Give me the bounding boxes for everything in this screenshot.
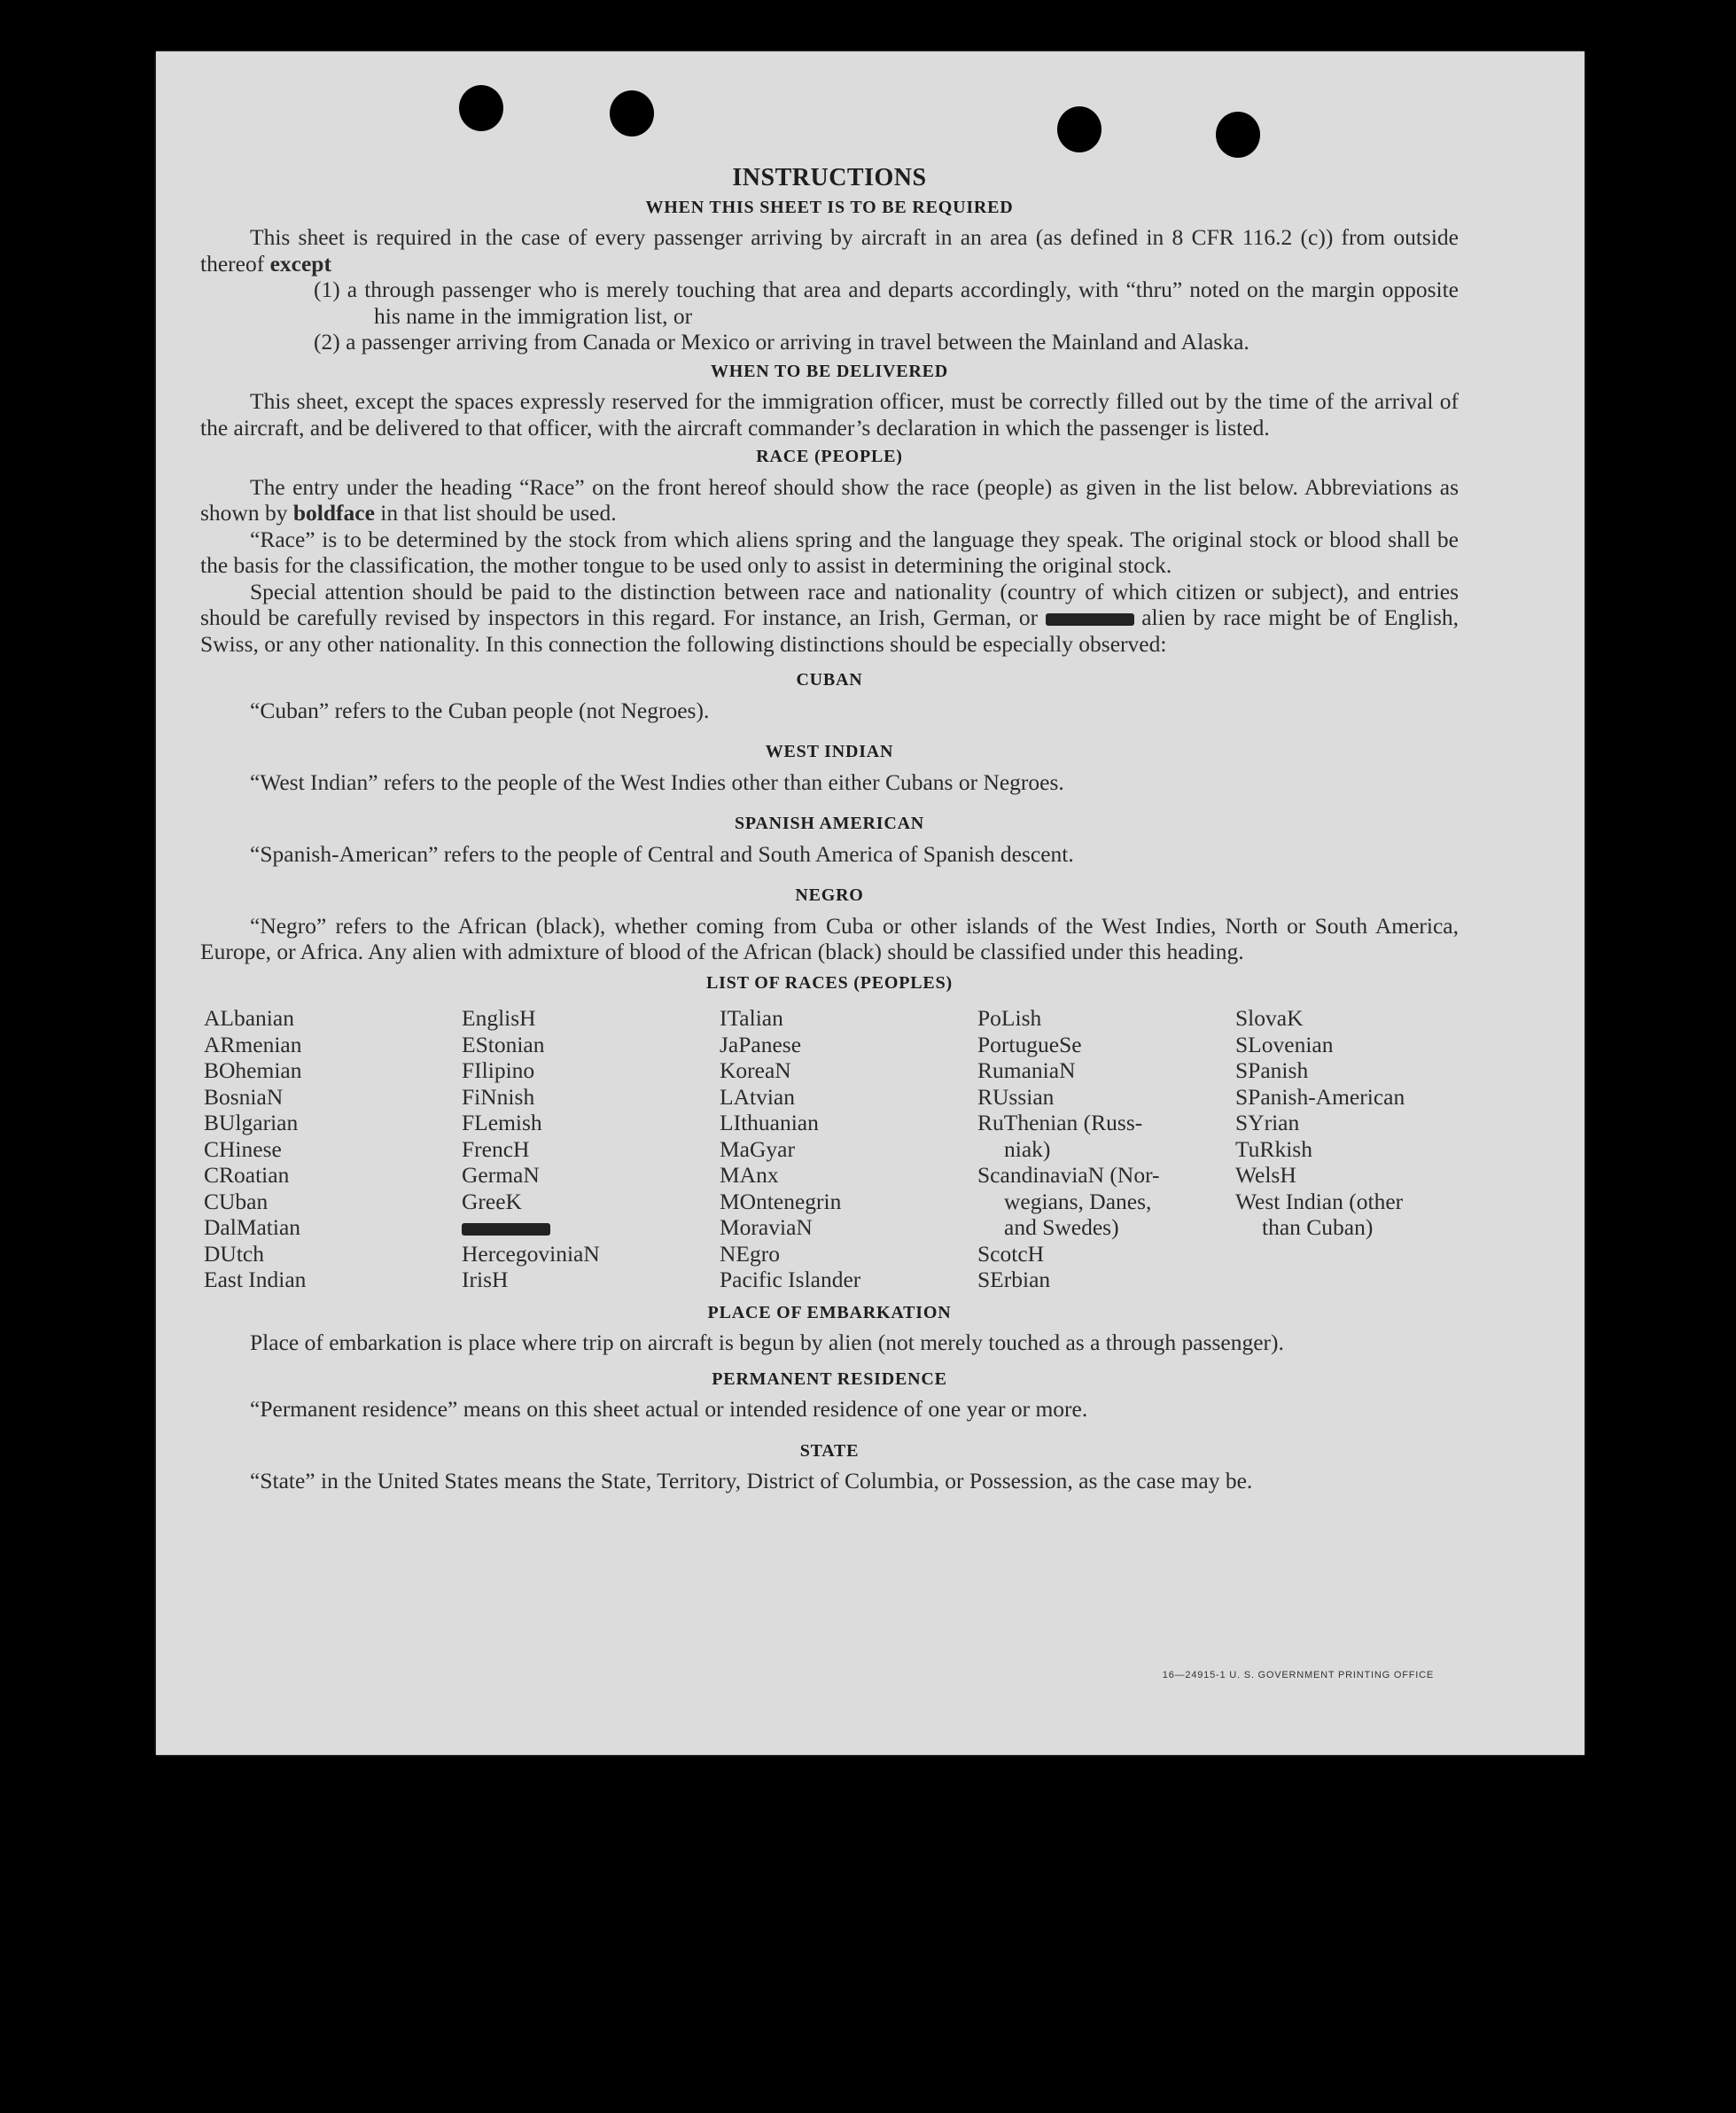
race-item: CHinese bbox=[204, 1135, 282, 1162]
state-text: “State” in the United States means the State, Territory, District of Columbia, or Possession, as the case may be. bbox=[250, 1468, 1253, 1493]
race-item: BUlgarian bbox=[204, 1110, 299, 1135]
race-item: FLemish bbox=[462, 1110, 542, 1135]
section-heading-required: WHEN THIS SHEET IS TO BE REQUIRED bbox=[645, 197, 1014, 217]
race-item: CUban bbox=[204, 1188, 269, 1214]
race-item: SErbian bbox=[977, 1267, 1051, 1292]
race-item: EnglisH bbox=[462, 1005, 536, 1031]
race-item: GermaN bbox=[462, 1162, 540, 1188]
section-heading-state: STATE bbox=[799, 1440, 860, 1461]
negro-text: “Negro” refers to the African (black), whether coming from Cuba or other islands of the West Indies, North or South America, Europe, or Africa. Any alien with admixture of blood of the African (black) should be classified under this heading. bbox=[200, 912, 1459, 964]
race-item: ITalian bbox=[720, 1005, 783, 1031]
race-item: LIthuanian bbox=[720, 1110, 819, 1135]
section-heading-west-indian: WEST INDIAN bbox=[765, 742, 894, 761]
punch-hole bbox=[1057, 106, 1102, 152]
race-item: MaGyar bbox=[720, 1135, 795, 1162]
race-column-1 bbox=[204, 1005, 462, 1293]
embarkation-text: Place of embarkation is place where trip on aircraft is begun by alien (not merely touched as a through passenger). bbox=[250, 1329, 1284, 1355]
race-item-continuation: niak) bbox=[1004, 1135, 1051, 1162]
race-item: JaPanese bbox=[720, 1031, 802, 1057]
race-item: WelsH bbox=[1235, 1162, 1296, 1188]
west-indian-text: “West Indian” refers to the people of the West Indies other than either Cubans or Negroes. bbox=[250, 768, 1064, 795]
section-heading-residence: PERMANENT RESIDENCE bbox=[712, 1368, 947, 1389]
race-item: East Indian bbox=[204, 1267, 307, 1292]
required-intro: This sheet is required in the case of every passenger arriving by aircraft in an area (as defined in 8 CFR 116.2 (c)) from outside thereof except bbox=[200, 224, 1459, 277]
race-item: BOhemian bbox=[204, 1057, 302, 1083]
race-item: SYrian bbox=[1235, 1110, 1300, 1135]
section-heading-negro: NEGRO bbox=[795, 885, 864, 905]
race-item: NEgro bbox=[720, 1240, 780, 1267]
race-item: IrisH bbox=[462, 1267, 509, 1292]
required-item-1: (1) a through passenger who is merely touching that area and departs accordingly, with “thru” noted on the margin opposite his name in the immigration list, or bbox=[314, 277, 1459, 329]
race-paragraph-1: The entry under the heading “Race” on the front hereof should show the race (people) as given in the list below. Abbreviations as shown by boldface in that list should be used. bbox=[200, 473, 1459, 526]
section-heading-race: RACE (PEOPLE) bbox=[756, 447, 903, 466]
race-item: SlovaK bbox=[1235, 1005, 1304, 1031]
race-item: DalMatian bbox=[204, 1214, 301, 1240]
instructions-body bbox=[200, 165, 1459, 1494]
race-item: MoraviaN bbox=[720, 1214, 813, 1240]
residence-text: “Permanent residence” means on this sheet actual or intended residence of one year or more. bbox=[250, 1396, 1088, 1422]
redaction-mark bbox=[1046, 613, 1134, 626]
race-item: SPanish-American bbox=[1235, 1083, 1405, 1110]
race-column-5 bbox=[1235, 1005, 1501, 1293]
race-item: FIlipino bbox=[462, 1057, 535, 1083]
page-title: INSTRUCTIONS bbox=[732, 164, 927, 191]
section-heading-delivered: WHEN TO BE DELIVERED bbox=[710, 361, 949, 381]
race-item-continuation: and Swedes) bbox=[1004, 1214, 1119, 1240]
race-paragraph-3: Special attention should be paid to the distinction between race and nationality (country of which citizen or subject), and entries should be carefully revised by inspectors in this regard. For instance, an Irish, German, or alien by race might be of English, Swiss, or any other nationality. In this connection the following distinctions should be especially observed: bbox=[200, 578, 1460, 657]
race-column-4 bbox=[977, 1005, 1235, 1293]
race-item: RuThenian (Russ- bbox=[977, 1110, 1143, 1135]
race-column-2 bbox=[462, 1005, 720, 1293]
race-item: Pacific Islander bbox=[720, 1267, 861, 1292]
required-item-2: (2) a passenger arriving from Canada or Mexico or arriving in travel between the Mainland and Alaska. bbox=[314, 329, 1249, 355]
race-item: TuRkish bbox=[1235, 1135, 1312, 1162]
race-item: RUssian bbox=[977, 1083, 1055, 1110]
race-item: ARmenian bbox=[204, 1031, 302, 1057]
document-sheet bbox=[156, 51, 1584, 1755]
race-item: GreeK bbox=[462, 1188, 522, 1214]
punch-hole bbox=[1216, 112, 1260, 158]
redaction-mark bbox=[462, 1223, 550, 1236]
race-item: RumaniaN bbox=[977, 1057, 1076, 1083]
spanish-american-text: “Spanish-American” refers to the people of Central and South America of Spanish descent. bbox=[250, 840, 1074, 867]
race-item: SPanish bbox=[1235, 1057, 1309, 1083]
race-item: FrencH bbox=[462, 1135, 530, 1162]
cuban-text: “Cuban” refers to the Cuban people (not Negroes). bbox=[250, 697, 710, 723]
punch-hole bbox=[610, 90, 654, 136]
race-item-redacted bbox=[462, 1214, 720, 1241]
race-item: EStonian bbox=[462, 1031, 545, 1057]
section-heading-embarkation: PLACE OF EMBARKATION bbox=[707, 1302, 952, 1322]
section-heading-spanish-american: SPANISH AMERICAN bbox=[734, 814, 925, 833]
race-item: HercegoviniaN bbox=[462, 1240, 600, 1267]
race-paragraph-2: “Race” is to be determined by the stock from which aliens spring and the language they speak. The original stock or blood shall be the basis for the classification, the mother tongue to be used only to assist in determining the original stock. bbox=[200, 526, 1459, 578]
race-item: KoreaN bbox=[720, 1057, 791, 1083]
section-heading-list-of-races: LIST OF RACES (PEOPLES) bbox=[706, 972, 953, 993]
race-item: MAnx bbox=[720, 1162, 779, 1188]
race-item: CRoatian bbox=[204, 1162, 290, 1188]
race-item: DUtch bbox=[204, 1240, 264, 1267]
printing-office-code: 16—24915-1 U. S. GOVERNMENT PRINTING OFFICE bbox=[1162, 1670, 1434, 1680]
race-item: West Indian (other bbox=[1235, 1188, 1404, 1214]
race-list bbox=[204, 1005, 1459, 1293]
race-item: SLovenian bbox=[1235, 1031, 1334, 1057]
race-item: BosniaN bbox=[204, 1083, 284, 1110]
race-item: ScotcH bbox=[977, 1240, 1045, 1267]
punch-hole bbox=[459, 85, 503, 131]
race-item: PoLish bbox=[977, 1005, 1042, 1031]
race-item-continuation: wegians, Danes, bbox=[1004, 1188, 1152, 1214]
race-item: PortugueSe bbox=[977, 1031, 1082, 1057]
race-item: FiNnish bbox=[462, 1083, 535, 1110]
race-item: MOntenegrin bbox=[720, 1188, 842, 1214]
delivered-text: This sheet, except the spaces expressly reserved for the immigration officer, must be correctly filled out by the time of the arrival of the aircraft, and be delivered to that officer, with the aircraft commander’s declaration in which the passenger is listed. bbox=[200, 388, 1459, 441]
race-item: ALbanian bbox=[204, 1005, 294, 1031]
race-column-3 bbox=[720, 1005, 977, 1293]
section-heading-cuban: CUBAN bbox=[796, 670, 863, 690]
race-item-continuation: than Cuban) bbox=[1262, 1214, 1374, 1240]
race-item: ScandinaviaN (Nor- bbox=[977, 1162, 1160, 1188]
race-item: LAtvian bbox=[720, 1083, 795, 1110]
